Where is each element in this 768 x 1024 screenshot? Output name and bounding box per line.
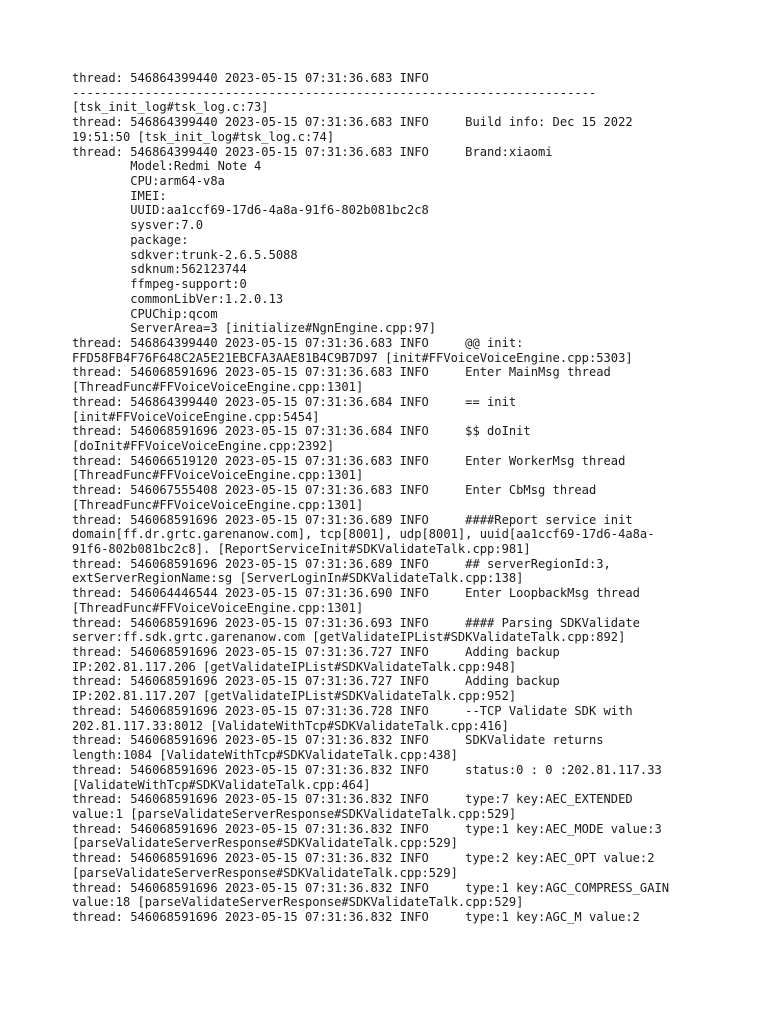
log-line-25: thread: 546068591696 2023-05-15 07:31:36.684 INFO $$ doInit bbox=[72, 424, 531, 439]
log-line-35: extServerRegionName:sg [ServerLoginIn#SDKValidateTalk.cpp:138] bbox=[72, 571, 524, 586]
log-line-44: thread: 546068591696 2023-05-15 07:31:36.728 INFO --TCP Validate SDK with bbox=[72, 703, 633, 718]
log-line-53: [parseValidateServerResponse#SDKValidateTalk.cpp:529] bbox=[72, 836, 458, 851]
log-line-31: thread: 546068591696 2023-05-15 07:31:36.689 INFO ####Report service init bbox=[72, 512, 633, 527]
log-line-20: FFD58FB4F76F648C2A5E21EBCFA3AAE81B4C9B7D97 [init#FFVoiceVoiceEngine.cpp:5303] bbox=[72, 350, 633, 365]
log-line-19: thread: 546864399440 2023-05-15 07:31:36.683 INFO @@ init: bbox=[72, 335, 524, 350]
log-line-47: length:1084 [ValidateWithTcp#SDKValidateTalk.cpp:438] bbox=[72, 748, 458, 763]
log-document bbox=[72, 71, 762, 925]
log-line-12: package: bbox=[72, 232, 189, 247]
log-line-57: value:18 [parseValidateServerResponse#SDKValidateTalk.cpp:529] bbox=[72, 895, 524, 910]
log-line-14: sdknum:562123744 bbox=[72, 262, 247, 277]
log-line-18: ServerArea=3 [initialize#NgnEngine.cpp:97] bbox=[72, 321, 437, 336]
log-line-11: sysver:7.0 bbox=[72, 218, 204, 233]
log-line-39: server:ff.sdk.grtc.garenanow.com [getValidateIPList#SDKValidateTalk.cpp:892] bbox=[72, 630, 626, 645]
log-line-2: ------------------------------------------------------------------------ bbox=[72, 85, 597, 100]
log-line-49: [ValidateWithTcp#SDKValidateTalk.cpp:464] bbox=[72, 777, 371, 792]
log-line-56: thread: 546068591696 2023-05-15 07:31:36.832 INFO type:1 key:AGC_COMPRESS_GAIN bbox=[72, 880, 670, 895]
log-line-55: [parseValidateServerResponse#SDKValidateTalk.cpp:529] bbox=[72, 865, 458, 880]
log-line-52: thread: 546068591696 2023-05-15 07:31:36.832 INFO type:1 key:AEC_MODE value:3 bbox=[72, 821, 662, 836]
log-line-17: CPUChip:qcom bbox=[72, 306, 218, 321]
log-line-5: 19:51:50 [tsk_init_log#tsk_log.c:74] bbox=[72, 129, 335, 144]
log-line-22: [ThreadFunc#FFVoiceVoiceEngine.cpp:1301] bbox=[72, 380, 364, 395]
log-line-8: CPU:arm64-v8a bbox=[72, 174, 225, 189]
log-line-38: thread: 546068591696 2023-05-15 07:31:36.693 INFO #### Parsing SDKValidate bbox=[72, 615, 640, 630]
log-line-27: thread: 546066519120 2023-05-15 07:31:36.683 INFO Enter WorkerMsg thread bbox=[72, 453, 626, 468]
log-line-1: thread: 546864399440 2023-05-15 07:31:36.683 INFO bbox=[72, 71, 429, 85]
log-line-32: domain[ff.dr.grtc.garenanow.com], tcp[8001], udp[8001], uuid[aa1ccf69-17d6-4a8a- bbox=[72, 527, 655, 542]
log-line-9: IMEI: bbox=[72, 188, 167, 203]
log-line-15: ffmpeg-support:0 bbox=[72, 277, 247, 292]
log-line-50: thread: 546068591696 2023-05-15 07:31:36.832 INFO type:7 key:AEC_EXTENDED bbox=[72, 792, 633, 807]
log-line-26: [doInit#FFVoiceVoiceEngine.cpp:2392] bbox=[72, 438, 335, 453]
log-line-13: sdkver:trunk-2.6.5.5088 bbox=[72, 247, 298, 262]
log-line-21: thread: 546068591696 2023-05-15 07:31:36.683 INFO Enter MainMsg thread bbox=[72, 365, 611, 380]
log-line-30: [ThreadFunc#FFVoiceVoiceEngine.cpp:1301] bbox=[72, 497, 364, 512]
log-line-48: thread: 546068591696 2023-05-15 07:31:36.832 INFO status:0 : 0 :202.81.117.33 bbox=[72, 762, 662, 777]
log-line-40: thread: 546068591696 2023-05-15 07:31:36.727 INFO Adding backup bbox=[72, 645, 560, 660]
log-line-3: [tsk_init_log#tsk_log.c:73] bbox=[72, 100, 269, 115]
log-line-34: thread: 546068591696 2023-05-15 07:31:36.689 INFO ## serverRegionId:3, bbox=[72, 556, 611, 571]
log-line-37: [ThreadFunc#FFVoiceVoiceEngine.cpp:1301] bbox=[72, 600, 364, 615]
log-line-24: [init#FFVoiceVoiceEngine.cpp:5454] bbox=[72, 409, 320, 424]
log-line-51: value:1 [parseValidateServerResponse#SDKValidateTalk.cpp:529] bbox=[72, 806, 517, 821]
log-line-6: thread: 546864399440 2023-05-15 07:31:36.683 INFO Brand:xiaomi bbox=[72, 144, 553, 159]
log-line-33: 91f6-802b081bc2c8]. [ReportServiceInit#SDKValidateTalk.cpp:981] bbox=[72, 542, 531, 556]
log-line-54: thread: 546068591696 2023-05-15 07:31:36.832 INFO type:2 key:AEC_OPT value:2 bbox=[72, 851, 655, 866]
log-line-10: UUID:aa1ccf69-17d6-4a8a-91f6-802b081bc2c8 bbox=[72, 203, 429, 218]
log-line-7: Model:Redmi Note 4 bbox=[72, 159, 262, 174]
log-line-36: thread: 546064446544 2023-05-15 07:31:36.690 INFO Enter LoopbackMsg thread bbox=[72, 586, 640, 601]
log-line-45: 202.81.117.33:8012 [ValidateWithTcp#SDKValidateTalk.cpp:416] bbox=[72, 718, 509, 733]
log-line-58: thread: 546068591696 2023-05-15 07:31:36.832 INFO type:1 key:AGC_M value:2 bbox=[72, 909, 640, 924]
log-line-28: [ThreadFunc#FFVoiceVoiceEngine.cpp:1301] bbox=[72, 468, 364, 483]
log-line-41: IP:202.81.117.206 [getValidateIPList#SDKValidateTalk.cpp:948] bbox=[72, 659, 517, 674]
log-line-42: thread: 546068591696 2023-05-15 07:31:36.727 INFO Adding backup bbox=[72, 674, 560, 689]
log-line-43: IP:202.81.117.207 [getValidateIPList#SDKValidateTalk.cpp:952] bbox=[72, 689, 517, 704]
log-line-16: commonLibVer:1.2.0.13 bbox=[72, 291, 284, 306]
log-line-23: thread: 546864399440 2023-05-15 07:31:36.684 INFO == init bbox=[72, 394, 517, 409]
log-line-4: thread: 546864399440 2023-05-15 07:31:36.683 INFO Build info: Dec 15 2022 bbox=[72, 115, 633, 130]
log-line-46: thread: 546068591696 2023-05-15 07:31:36.832 INFO SDKValidate returns bbox=[72, 733, 604, 748]
log-line-29: thread: 546067555408 2023-05-15 07:31:36.683 INFO Enter CbMsg thread bbox=[72, 483, 597, 498]
